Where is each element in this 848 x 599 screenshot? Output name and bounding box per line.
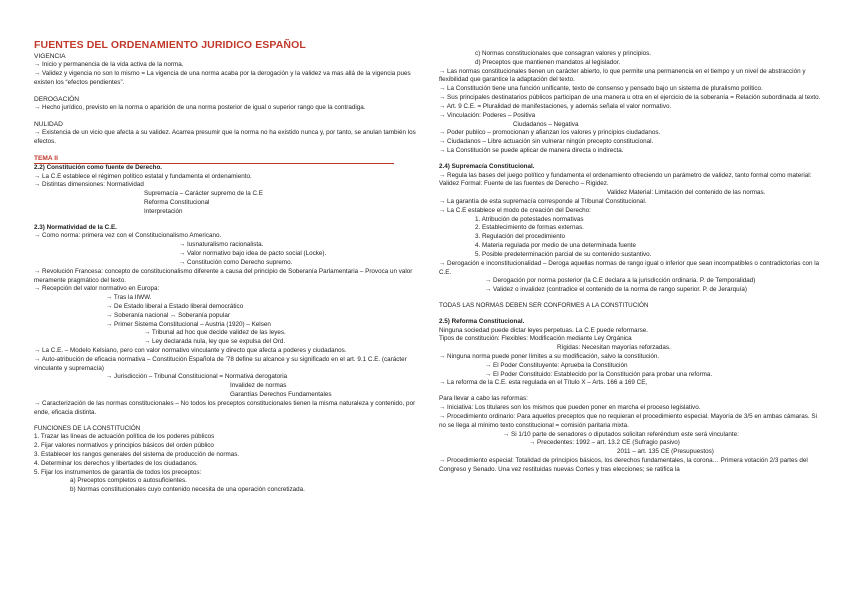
right-line: Para llevar a cabo las reformas: bbox=[439, 395, 528, 403]
left-line bbox=[34, 217, 432, 224]
right-line: → Procedimiento especial: Totalidad de principios básicos, los derechos fundamentales, la corona… Primera votación 2/3 partes del Congreso y Senado. Una vez restituidas nuevas Cortes y tras elecciones; se ratifica la bbox=[439, 456, 808, 473]
left-line: → Ley declarada nula, ley que se expulsa del Ord. bbox=[144, 338, 286, 346]
right-line: → El Poder Constituyente: Aprueba la Constitución bbox=[485, 361, 628, 369]
left-line: FUNCIONES DE LA CONSTITUCIÓN bbox=[34, 424, 141, 432]
left-line: NULIDAD bbox=[34, 120, 63, 128]
left-line: → Recepción del valor normativo en Europa: bbox=[34, 285, 160, 293]
left-line: → Hecho jurídico, previsto en la norma o aparición de una norma posterior de igual o superior rango que la contradiga. bbox=[34, 103, 366, 111]
left-line: → Revolución Francesa: concepto de constitucionalismo diferente a causa del principio de Soberanía Parlamentaria – Provoca un valor meramente pragmático del texto. bbox=[34, 267, 413, 284]
right-line: 2.5) Reforma Constitucional. bbox=[439, 317, 525, 325]
right-line bbox=[439, 156, 824, 163]
right-line: → Precedentes: 1992 – art. 13.2 CE (Sufragio pasivo) bbox=[529, 439, 680, 447]
left-line: 2.3) Normatividad de la C.E. bbox=[34, 223, 117, 231]
right-line: → Validez o invalidez (contradice el contenido de la norma de rango superior. P. de Jerarquía) bbox=[485, 286, 747, 294]
right-line: → Poder publico – promocionan y afianzan los valores y principios ciudadanos. bbox=[439, 129, 661, 137]
left-line: Garantías Derechos Fundamentales bbox=[230, 391, 332, 399]
right-line: → Vinculación: Poderes – Positiva bbox=[439, 111, 536, 119]
right-line: → La garantía de esta supremacía corresponde al Tribunal Constitucional. bbox=[439, 198, 647, 205]
left-line: Interpretación bbox=[144, 207, 183, 215]
document-title: FUENTES DEL ORDENAMIENTO JURIDICO ESPAÑOL bbox=[34, 39, 306, 51]
left-line bbox=[34, 88, 432, 95]
left-line: 2.2) Constitución como fuente de Derecho. bbox=[34, 163, 163, 171]
right-line: → La C.E establece el modo de creación del Derecho: bbox=[439, 206, 591, 214]
left-line: Reforma Constitucional bbox=[144, 199, 210, 206]
left-line: 2. Fijar valores normativos y principios básicos del orden público bbox=[34, 442, 214, 450]
right-line: 4. Materia regulada por medio de una determinada fuente bbox=[475, 242, 637, 250]
right-line: Validez Material: Limitación del contenido de las normas. bbox=[607, 189, 766, 197]
right-line: 2. Establecimiento de formas externas. bbox=[475, 224, 584, 232]
right-line: Ciudadanos – Negativa bbox=[513, 120, 579, 128]
left-line: DEROGACIÓN bbox=[34, 95, 80, 103]
left-line: 5. Fijar los instrumentos de garantía de todos los preceptos: bbox=[34, 468, 202, 476]
left-line: 1. Trazar las líneas de actuación política de los poderes públicos bbox=[34, 433, 215, 441]
right-line: → Derogación por norma posterior (la C.E declara a la jurisdicción ordinaria. P. de Temporalidad) bbox=[485, 277, 756, 285]
left-line: → Tribunal ad hoc que decide validez de las leyes. bbox=[144, 329, 286, 337]
left-line: → Existencia de un vicio que afecta a su validez. Acarrea presumir que la norma no ha existido nunca y, por tanto, se anulan también los efectos. bbox=[34, 128, 416, 145]
right-line: → Si 1/10 parte de senadores o diputados solicitan referéndum este será vinculante: bbox=[503, 430, 739, 438]
left-line: → De Estado liberal a Estado liberal democrático bbox=[106, 302, 244, 310]
left-line: → Auto-atribución de eficacia normativa – Constitución Española de ’78 define su alcance y su significado en el art. 9.1 C.E. (carácter vinculante y supremacía) bbox=[34, 355, 407, 372]
right-line: → Procedimiento ordinario: Para aquellos preceptos que no requieran el procedimiento especial. Mayoría de 3/5 en ambas cámaras. Si no se llega al mínimo texto constitucional = comisión paritaria mixta. bbox=[439, 412, 818, 429]
left-line: a) Preceptos completos o autosuficientes. bbox=[70, 477, 187, 485]
right-line bbox=[439, 295, 824, 302]
left-line: → Validez y vigencia no son lo mismo = La vigencia de una norma acaba por la derogación y la validez va mas allá de la vigencia pues existen los “efectos pendientes”. bbox=[34, 70, 411, 86]
right-line: Ninguna sociedad puede dictar leyes perpetuas. La C.E puede reformarse. bbox=[439, 326, 648, 334]
left-line: → Como norma: primera vez con el Constitucionalismo Americano. bbox=[34, 232, 222, 240]
right-column bbox=[439, 50, 824, 475]
left-line: Invalidez de normas bbox=[230, 382, 287, 390]
right-line: → La Constitución se puede aplicar de manera directa o indirecta. bbox=[439, 146, 624, 154]
left-line: b) Normas constitucionales cuyo contenido necesita de una operación concretizada. bbox=[70, 486, 305, 494]
right-line: → Art. 9 C.E. = Pluralidad de manifestaciones, y además señala el valor normativo. bbox=[439, 102, 672, 110]
left-line: → Primer Sistema Constitucional – Austria (1920) – Kelsen bbox=[106, 320, 271, 328]
right-line: → Las normas constitucionales tienen un carácter abierto, lo que permite una permanencia en el tiempo y un nivel de abstracción y flexibilidad que garantice la adaptación del texto. bbox=[439, 67, 806, 84]
left-line: 3. Establecer los rangos generales del sistema de producción de normas. bbox=[34, 450, 240, 458]
left-line: → Iusnaturalismo racionalista. bbox=[179, 241, 264, 249]
right-line: → Iniciativa: Los titulares son los mismos que pueden poner en marcha el proceso legislativo. bbox=[439, 404, 701, 412]
left-line: TEMA II bbox=[34, 154, 394, 164]
left-line: → Caracterización de las normas constitucionales – No todos los preceptos constitucionales tienen la misma naturaleza y contenido, por ende, eficacia distinta. bbox=[34, 399, 416, 416]
right-line: 2.4) Supremacía Constitucional. bbox=[439, 162, 535, 170]
right-line: → Derogación e inconstitucionalidad – Deroga aquellas normas de rango igual o inferior que sean incompatibles o contradictorias con la C.E. bbox=[439, 259, 820, 276]
left-line: → Constitución como Derecho supremo. bbox=[179, 258, 293, 266]
right-line: c) Normas constitucionales que consagran valores y principios. bbox=[475, 50, 652, 57]
right-line: Rígidas: Necesitan mayorías reforzadas. bbox=[557, 344, 671, 352]
right-line: Tipos de constitución: Flexibles: Modificación mediante Ley Orgánica bbox=[439, 335, 632, 343]
right-line: d) Preceptos que mantienen mandatos al legislador. bbox=[475, 58, 621, 66]
left-line: 4. Determinar los derechos y libertades de los ciudadanos. bbox=[34, 459, 198, 467]
right-line: → El Poder Constituido: Establecido por la Constitución para probar una reforma. bbox=[485, 370, 713, 378]
right-line: → Ciudadanos – Libre actuación sin vulnerar ningún precepto constitucional. bbox=[439, 138, 654, 146]
left-line: Supremacía – Carácter supremo de la C.E bbox=[144, 190, 263, 198]
left-line: → Inicio y permanencia de la vida activa de la norma. bbox=[34, 61, 184, 69]
left-line: → Soberanía nacional ↔ Soberanía popular bbox=[106, 311, 230, 319]
left-line bbox=[34, 113, 432, 120]
right-line: 2011 – art. 135 CE (Presupuestos) bbox=[617, 448, 714, 456]
left-line: → La C.E establece el régimen político estatal y fundamenta el ordenamiento. bbox=[34, 172, 252, 180]
right-line: → Regula las bases del juego político y fundamenta el ordenamiento ofreciendo un parámetro de validez, tanto formal como material: Validez Formal: Fuente de las fuentes de Derecho – Rigidez. bbox=[439, 171, 812, 188]
right-line: 1. Atribución de potestades normativas bbox=[475, 215, 584, 223]
left-line: → Tras la IIWW. bbox=[106, 294, 152, 302]
left-line bbox=[34, 147, 432, 154]
left-line: → Jurisdicción – Tribunal Constitucional = Normativa derogatoria bbox=[106, 373, 288, 381]
left-line: → La C.E. – Modelo Kelsiano, pero con valor normativo vinculante y directo que afecta a poderes y ciudadanos. bbox=[34, 347, 347, 354]
right-line bbox=[439, 388, 824, 395]
left-column bbox=[34, 52, 432, 495]
right-line: 3. Regulación del procedimiento bbox=[475, 233, 565, 241]
right-line: → Sus principales destinatarios públicos participan de una manera u otra en el ejercicio de la soberanía = Relación subordinada al texto. bbox=[439, 94, 821, 102]
right-line: → La Constitución tiene una función unificante, texto de consenso y pensado bajo un sistema de pluralismo político. bbox=[439, 85, 763, 93]
left-line: → Valor normativo bajo idea de pacto social (Locke). bbox=[179, 250, 327, 258]
right-line: → Ninguna norma puede poner límites a su modificación, salvo la constitución. bbox=[439, 353, 660, 360]
left-line: → Distintas dimensiones: Normatividad bbox=[34, 181, 144, 189]
right-line: TODAS LAS NORMAS DEBEN SER CONFORMES A LA CONSTITUCIÓN bbox=[439, 301, 649, 309]
right-line: 5. Posible predeterminación parcial de su contenido sustantivo. bbox=[475, 250, 652, 258]
left-line bbox=[34, 418, 432, 425]
right-line: → La reforma de la C.E. esta regulada en el Título X – Arts. 166 a 169 CE, bbox=[439, 379, 648, 387]
left-line: VIGENCIA bbox=[34, 53, 66, 60]
right-line bbox=[439, 311, 824, 318]
